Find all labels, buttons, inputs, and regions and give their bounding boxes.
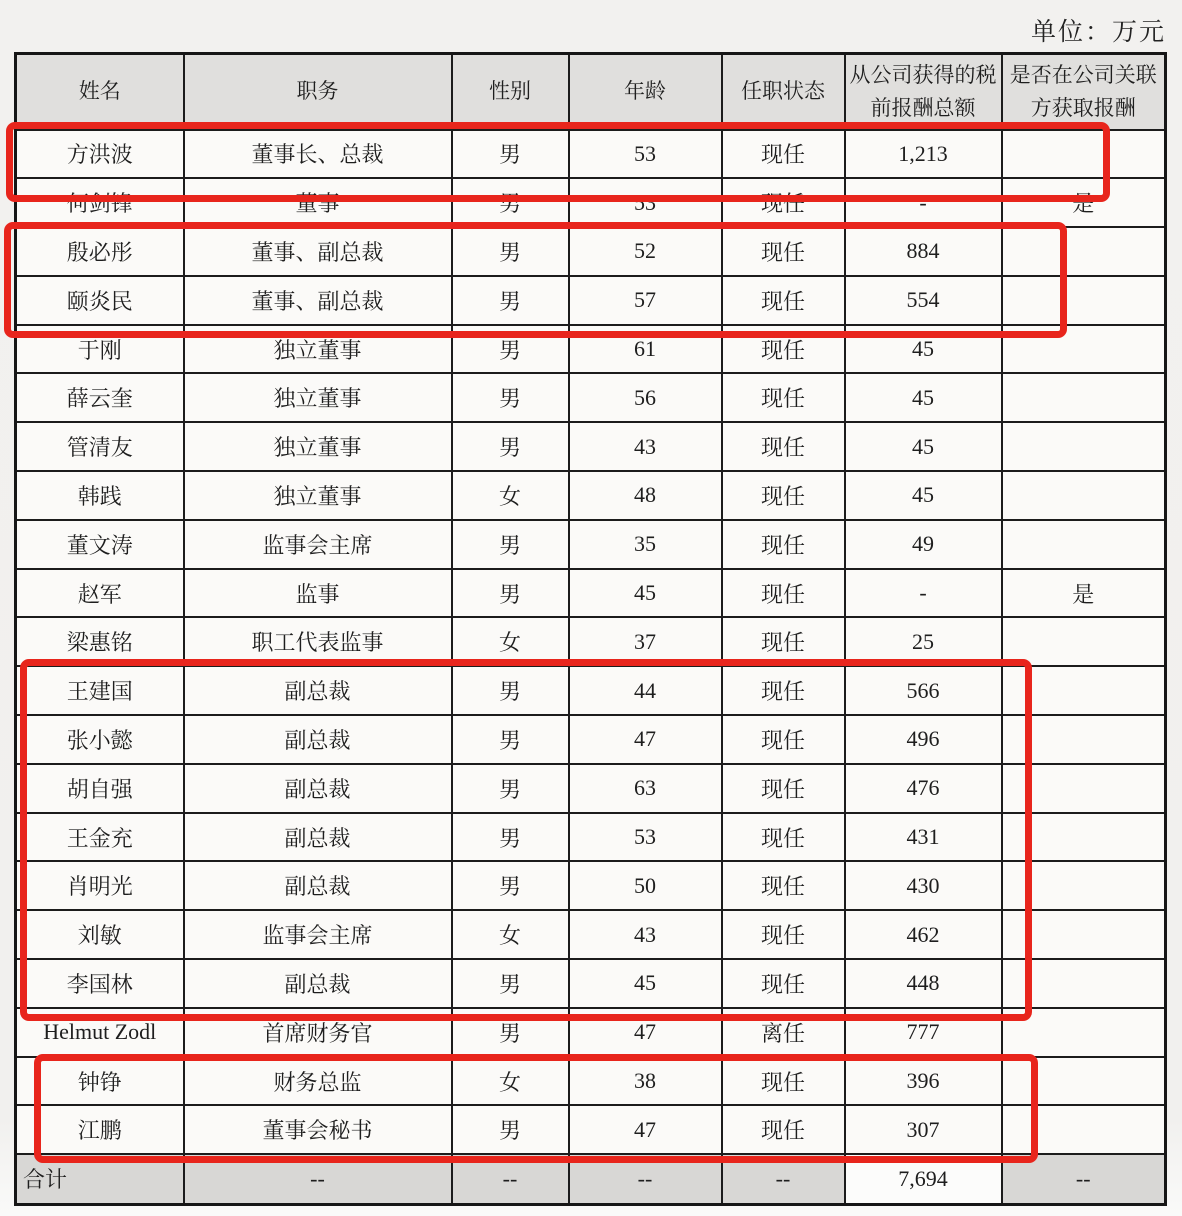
total-cell-pay: 7,694 — [845, 1154, 1002, 1204]
cell-related — [1002, 1057, 1166, 1106]
cell-age: 52 — [569, 227, 722, 276]
table-row — [16, 910, 1166, 959]
cell-title: 副总裁 — [184, 715, 452, 764]
table-row — [16, 471, 1166, 520]
cell-name: 钟铮 — [16, 1057, 184, 1106]
cell-gender: 男 — [452, 666, 569, 715]
cell-related — [1002, 130, 1166, 179]
table-body — [16, 130, 1166, 1205]
cell-status: 现任 — [722, 959, 845, 1008]
column-header-pay: 从公司获得的税前报酬总额 — [845, 54, 1002, 130]
cell-related: 是 — [1002, 569, 1166, 618]
cell-title: 董事、副总裁 — [184, 227, 452, 276]
cell-status: 现任 — [722, 1105, 845, 1154]
cell-pay: 396 — [845, 1057, 1002, 1106]
column-header-age: 年龄 — [569, 54, 722, 130]
cell-age: 61 — [569, 325, 722, 374]
table-row — [16, 373, 1166, 422]
cell-title: 首席财务官 — [184, 1008, 452, 1057]
cell-status: 离任 — [722, 1008, 845, 1057]
cell-related — [1002, 666, 1166, 715]
cell-name: 王建国 — [16, 666, 184, 715]
cell-age: 48 — [569, 471, 722, 520]
cell-title: 副总裁 — [184, 959, 452, 1008]
cell-title: 独立董事 — [184, 325, 452, 374]
header-row — [16, 54, 1166, 130]
cell-pay: 25 — [845, 617, 1002, 666]
cell-gender: 男 — [452, 764, 569, 813]
cell-pay: 45 — [845, 422, 1002, 471]
cell-title: 职工代表监事 — [184, 617, 452, 666]
cell-status: 现任 — [722, 520, 845, 569]
cell-related — [1002, 617, 1166, 666]
cell-age: 43 — [569, 422, 722, 471]
cell-name: 张小懿 — [16, 715, 184, 764]
cell-age: 47 — [569, 1008, 722, 1057]
cell-age: 57 — [569, 276, 722, 325]
cell-age: 50 — [569, 861, 722, 910]
cell-title: 监事会主席 — [184, 520, 452, 569]
table-row — [16, 861, 1166, 910]
cell-title: 副总裁 — [184, 666, 452, 715]
cell-pay: 431 — [845, 813, 1002, 862]
cell-status: 现任 — [722, 325, 845, 374]
table-row — [16, 325, 1166, 374]
cell-status: 现任 — [722, 227, 845, 276]
cell-age: 47 — [569, 715, 722, 764]
cell-name: Helmut Zodl — [16, 1008, 184, 1057]
table-header — [16, 54, 1166, 130]
cell-related — [1002, 227, 1166, 276]
table-row — [16, 422, 1166, 471]
table-row — [16, 959, 1166, 1008]
cell-related — [1002, 520, 1166, 569]
cell-status: 现任 — [722, 910, 845, 959]
cell-gender: 男 — [452, 715, 569, 764]
cell-title: 财务总监 — [184, 1057, 452, 1106]
cell-pay: 566 — [845, 666, 1002, 715]
total-cell-name: 合计 — [16, 1154, 184, 1204]
cell-gender: 男 — [452, 861, 569, 910]
cell-age: 35 — [569, 520, 722, 569]
cell-name: 胡自强 — [16, 764, 184, 813]
table-row — [16, 617, 1166, 666]
cell-related — [1002, 910, 1166, 959]
table-row — [16, 666, 1166, 715]
cell-status: 现任 — [722, 617, 845, 666]
cell-name: 刘敏 — [16, 910, 184, 959]
cell-age: 37 — [569, 617, 722, 666]
cell-status: 现任 — [722, 373, 845, 422]
cell-pay: 476 — [845, 764, 1002, 813]
cell-status: 现任 — [722, 471, 845, 520]
cell-title: 独立董事 — [184, 373, 452, 422]
cell-gender: 男 — [452, 325, 569, 374]
total-cell-status: -- — [722, 1154, 845, 1204]
cell-age: 45 — [569, 959, 722, 1008]
cell-name: 于刚 — [16, 325, 184, 374]
table-row — [16, 276, 1166, 325]
unit-label: 单位：万元 — [1030, 19, 1166, 46]
cell-related — [1002, 276, 1166, 325]
cell-pay: 462 — [845, 910, 1002, 959]
cell-title: 副总裁 — [184, 861, 452, 910]
table-row — [16, 1105, 1166, 1154]
cell-age: 47 — [569, 1105, 722, 1154]
table-row — [16, 569, 1166, 618]
total-cell-gender: -- — [452, 1154, 569, 1204]
cell-pay: 884 — [845, 227, 1002, 276]
total-cell-related: -- — [1002, 1154, 1166, 1204]
cell-gender: 男 — [452, 1008, 569, 1057]
cell-gender: 男 — [452, 227, 569, 276]
cell-status: 现任 — [722, 764, 845, 813]
cell-related — [1002, 1105, 1166, 1154]
cell-name: 梁惠铭 — [16, 617, 184, 666]
total-cell-age: -- — [569, 1154, 722, 1204]
cell-name: 王金充 — [16, 813, 184, 862]
cell-related — [1002, 1008, 1166, 1057]
cell-related — [1002, 422, 1166, 471]
table-row — [16, 227, 1166, 276]
cell-title: 监事会主席 — [184, 910, 452, 959]
cell-title: 监事 — [184, 569, 452, 618]
cell-title: 董事 — [184, 178, 452, 227]
cell-gender: 女 — [452, 910, 569, 959]
cell-pay: 45 — [845, 373, 1002, 422]
cell-related — [1002, 715, 1166, 764]
cell-pay: 1,213 — [845, 130, 1002, 179]
table-row — [16, 520, 1166, 569]
cell-pay: 496 — [845, 715, 1002, 764]
cell-gender: 男 — [452, 959, 569, 1008]
table-row — [16, 715, 1166, 764]
cell-gender: 男 — [452, 520, 569, 569]
cell-name: 赵军 — [16, 569, 184, 618]
table-row — [16, 130, 1166, 179]
cell-pay: 45 — [845, 471, 1002, 520]
cell-related: 是 — [1002, 178, 1166, 227]
table-row — [16, 178, 1166, 227]
cell-name: 肖明光 — [16, 861, 184, 910]
cell-title: 董事、副总裁 — [184, 276, 452, 325]
cell-age: 63 — [569, 764, 722, 813]
cell-age: 44 — [569, 666, 722, 715]
cell-status: 现任 — [722, 422, 845, 471]
column-header-status: 任职状态 — [722, 54, 845, 130]
cell-name: 颐炎民 — [16, 276, 184, 325]
cell-age: 45 — [569, 569, 722, 618]
cell-status: 现任 — [722, 130, 845, 179]
cell-name: 殷必彤 — [16, 227, 184, 276]
cell-name: 江鹏 — [16, 1105, 184, 1154]
column-header-name: 姓名 — [16, 54, 184, 130]
cell-related — [1002, 373, 1166, 422]
column-header-gender: 性别 — [452, 54, 569, 130]
cell-age: 56 — [569, 373, 722, 422]
cell-related — [1002, 471, 1166, 520]
cell-gender: 女 — [452, 471, 569, 520]
cell-status: 现任 — [722, 569, 845, 618]
cell-pay: 45 — [845, 325, 1002, 374]
cell-name: 管清友 — [16, 422, 184, 471]
table-row — [16, 764, 1166, 813]
cell-status: 现任 — [722, 813, 845, 862]
cell-title: 副总裁 — [184, 764, 452, 813]
table-row — [16, 1008, 1166, 1057]
cell-name: 韩践 — [16, 471, 184, 520]
cell-gender: 男 — [452, 1105, 569, 1154]
table-row — [16, 1057, 1166, 1106]
cell-name: 董文涛 — [16, 520, 184, 569]
cell-pay: 307 — [845, 1105, 1002, 1154]
cell-related — [1002, 325, 1166, 374]
cell-related — [1002, 764, 1166, 813]
cell-related — [1002, 861, 1166, 910]
cell-name: 方洪波 — [16, 130, 184, 179]
column-header-title: 职务 — [184, 54, 452, 130]
cell-title: 独立董事 — [184, 422, 452, 471]
cell-status: 现任 — [722, 1057, 845, 1106]
column-header-related: 是否在公司关联方获取报酬 — [1002, 54, 1166, 130]
cell-age: 53 — [569, 130, 722, 179]
cell-related — [1002, 959, 1166, 1008]
cell-gender: 男 — [452, 569, 569, 618]
cell-status: 现任 — [722, 666, 845, 715]
cell-gender: 男 — [452, 178, 569, 227]
cell-title: 独立董事 — [184, 471, 452, 520]
cell-pay: 49 — [845, 520, 1002, 569]
cell-gender: 男 — [452, 422, 569, 471]
cell-status: 现任 — [722, 178, 845, 227]
cell-pay: 554 — [845, 276, 1002, 325]
cell-related — [1002, 813, 1166, 862]
cell-pay: 777 — [845, 1008, 1002, 1057]
cell-status: 现任 — [722, 861, 845, 910]
cell-age: 53 — [569, 813, 722, 862]
cell-pay: - — [845, 569, 1002, 618]
cell-gender: 男 — [452, 813, 569, 862]
cell-name: 李国林 — [16, 959, 184, 1008]
cell-gender: 男 — [452, 276, 569, 325]
cell-gender: 女 — [452, 617, 569, 666]
total-row — [16, 1154, 1166, 1204]
cell-pay: - — [845, 178, 1002, 227]
cell-status: 现任 — [722, 276, 845, 325]
cell-gender: 男 — [452, 130, 569, 179]
total-cell-title: -- — [184, 1154, 452, 1204]
cell-age: 43 — [569, 910, 722, 959]
cell-pay: 430 — [845, 861, 1002, 910]
cell-title: 董事会秘书 — [184, 1105, 452, 1154]
cell-age: 38 — [569, 1057, 722, 1106]
table-row — [16, 813, 1166, 862]
compensation-table — [14, 52, 1167, 1206]
cell-gender: 女 — [452, 1057, 569, 1106]
cell-name: 何剑锋 — [16, 178, 184, 227]
cell-name: 薛云奎 — [16, 373, 184, 422]
cell-title: 董事长、总裁 — [184, 130, 452, 179]
cell-age: 53 — [569, 178, 722, 227]
cell-title: 副总裁 — [184, 813, 452, 862]
cell-pay: 448 — [845, 959, 1002, 1008]
cell-status: 现任 — [722, 715, 845, 764]
cell-gender: 男 — [452, 373, 569, 422]
